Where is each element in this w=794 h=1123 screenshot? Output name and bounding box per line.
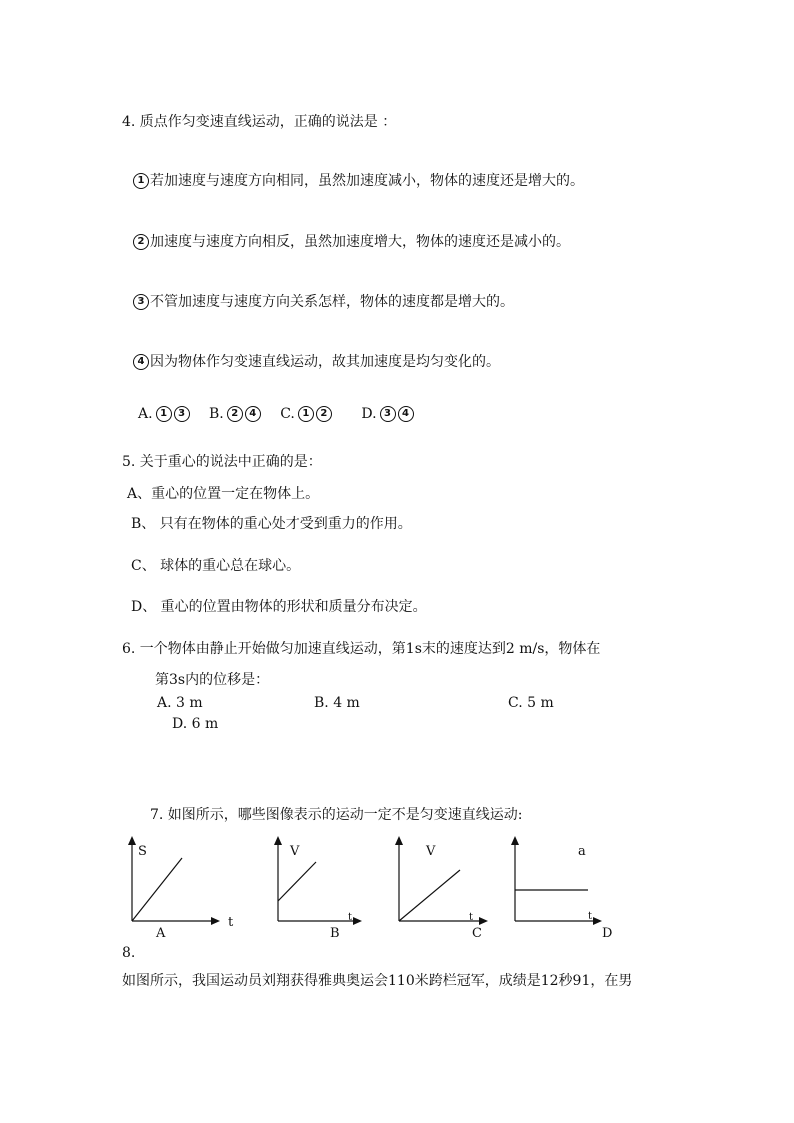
circled-number: 2 (227, 406, 243, 422)
q6-option-d: D. 6 m (172, 716, 219, 732)
x-axis-arrow (593, 917, 602, 925)
statement-text: 不管加速度与速度方向关系怎样，物体的速度都是增大的。 (150, 294, 514, 310)
x-axis-label: t (588, 911, 593, 922)
circled-number: 1 (156, 406, 172, 422)
circled-number: 4 (398, 406, 414, 422)
x-axis-label: t (348, 912, 353, 923)
q8-text: 如图所示，我国运动员刘翔获得雅典奥运会110米跨栏冠军，成绩是12秒91，在男 (122, 973, 633, 989)
y-axis-label: V (290, 844, 300, 859)
q6-option-a: A. 3 m (157, 695, 203, 711)
q8-number: 8. (122, 945, 136, 961)
circled-number: 4 (245, 406, 261, 422)
q4-option-a: A. 1 3 (138, 406, 191, 422)
x-axis-label: t (469, 912, 474, 923)
q5-option-b: B、 只有在物体的重心处才受到重力的作用。 (131, 516, 412, 532)
q7-graphs (0, 836, 794, 946)
graph-label: A (156, 926, 166, 941)
graph-label: C (472, 926, 482, 941)
graph-line (132, 858, 182, 921)
circled-number: 1 (133, 173, 149, 189)
q6-stem-line1: 6. 一个物体由静止开始做匀加速直线运动，第1s末的速度达到2 m/s，物体在 (122, 641, 601, 657)
graph-line (399, 870, 460, 921)
q4-statement-3 (132, 292, 514, 312)
circled-number: 2 (316, 406, 332, 422)
statement-text: 因为物体作匀变速直线运动，故其加速度是均匀变化的。 (150, 354, 500, 370)
q4-stem: 4. 质点作匀变速直线运动，正确的说法是 ： (122, 114, 397, 130)
q7-stem: 7. 如图所示，哪些图像表示的运动一定不是匀变速直线运动: (150, 807, 523, 823)
y-axis-arrow (395, 836, 403, 845)
graph-a (128, 836, 234, 941)
q6-option-b: B. 4 m (314, 695, 360, 711)
q4-option-d: D. 3 4 (361, 406, 414, 422)
q4-option-b: B. 2 4 (209, 406, 262, 422)
graph-d (511, 836, 612, 941)
x-axis-arrow (211, 917, 220, 925)
q4-statement-4 (132, 352, 500, 372)
graph-label: D (602, 926, 613, 941)
y-axis-arrow (511, 836, 519, 845)
q4-statement-1 (132, 171, 584, 191)
q6-stem-line2: 第3s内的位移是： (155, 672, 270, 688)
q4-statement-2 (132, 232, 570, 252)
q5-option-a: A、重心的位置一定在物体上。 (127, 486, 320, 502)
x-axis-arrow (353, 917, 362, 925)
y-axis-arrow (128, 836, 136, 845)
y-axis-label: V (426, 844, 436, 859)
statement-text: 若加速度与速度方向相同，虽然加速度减小，物体的速度还是增大的。 (150, 173, 584, 189)
circled-number: 3 (174, 406, 190, 422)
circled-number: 3 (133, 294, 149, 310)
y-axis-arrow (274, 836, 282, 845)
y-axis-label: a (578, 844, 586, 859)
graph-b (274, 836, 362, 941)
x-axis-arrow (479, 917, 488, 925)
graph-label: B (330, 926, 340, 941)
graph-line (278, 862, 316, 901)
graph-c (395, 836, 488, 941)
circled-number: 2 (133, 234, 149, 250)
q4-option-c: C. 1 2 (280, 406, 333, 422)
q5-stem: 5. 关于重心的说法中正确的是： (122, 454, 322, 470)
statement-text: 加速度与速度方向相反，虽然加速度增大，物体的速度还是减小的。 (150, 234, 570, 250)
y-axis-label: S (138, 844, 147, 859)
q4-options (138, 404, 415, 424)
x-axis-label: t (228, 915, 234, 930)
q5-option-d: D、 重心的位置由物体的形状和质量分布决定。 (131, 599, 427, 615)
circled-number: 1 (298, 406, 314, 422)
q6-option-c: C. 5 m (508, 695, 554, 711)
circled-number: 4 (133, 354, 149, 370)
q5-option-c: C、 球体的重心总在球心。 (131, 558, 301, 574)
circled-number: 3 (380, 406, 396, 422)
